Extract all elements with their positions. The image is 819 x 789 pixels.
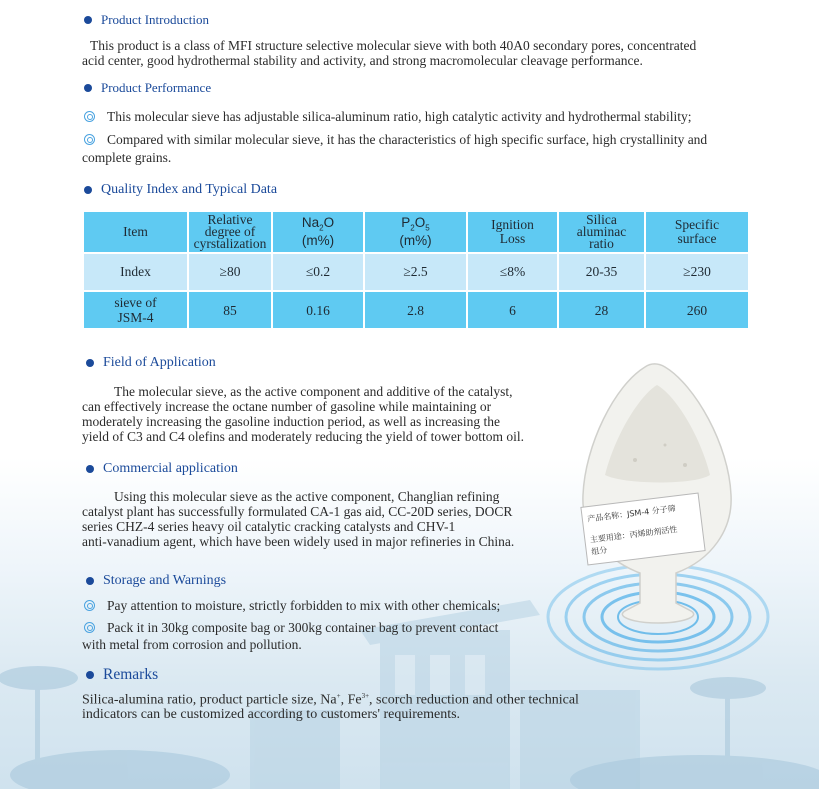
field-line2: can effectively increase the octane number of gasoline while maintaining or bbox=[82, 399, 492, 414]
cell-relative: 85 bbox=[188, 291, 272, 329]
field-line4: yield of C3 and C4 olefins and moderately reducing the yield of tower bottom oil. bbox=[82, 429, 525, 444]
bullet-icon bbox=[86, 465, 94, 473]
heading-text: Storage and Warnings bbox=[103, 573, 227, 588]
storage-item-1: Pay attention to moisture, strictly forbidden to mix with other chemicals; bbox=[84, 598, 500, 613]
intro-text-line1: This product is a class of MFI structure selective molecular sieve with both 40A0 secondary pores, concentrated bbox=[90, 38, 697, 53]
heading-text: Product Performance bbox=[101, 80, 212, 95]
circle-bullet-icon bbox=[84, 134, 95, 145]
table-row-index bbox=[83, 253, 749, 291]
table-row-jsm4 bbox=[83, 291, 749, 329]
section-heading-commercial bbox=[86, 461, 238, 477]
cell-p2o5: 2.8 bbox=[364, 291, 467, 329]
circle-bullet-icon bbox=[84, 111, 95, 122]
quality-table bbox=[82, 210, 750, 330]
header-item: Item bbox=[83, 211, 188, 253]
section-heading-introduction bbox=[84, 12, 209, 28]
heading-text: Commercial application bbox=[103, 461, 238, 476]
performance-item-1: This molecular sieve has adjustable silica-aluminum ratio, high catalytic activity and hydrothermal stability; bbox=[84, 109, 691, 124]
header-ignition: Ignition Loss bbox=[467, 211, 558, 253]
header-relative: Relative degree of cyrstalization bbox=[188, 211, 272, 253]
label-use-line2: 组分 bbox=[590, 545, 608, 557]
bullet-icon bbox=[86, 359, 94, 367]
bullet-icon bbox=[86, 671, 94, 679]
header-silica: Silica aluminac ratio bbox=[558, 211, 645, 253]
intro-text-line2: acid center, good hydrothermal stability and activity, and strong macromolecular cleavage performance. bbox=[82, 53, 643, 68]
field-line1: The molecular sieve, as the active component and additive of the catalyst, bbox=[114, 384, 513, 399]
table-header-row bbox=[83, 211, 749, 253]
section-heading-performance bbox=[84, 80, 211, 96]
label-name: 产品名称：JSM-4 分子筛 bbox=[586, 503, 677, 524]
bullet-icon bbox=[84, 16, 92, 24]
section-heading-storage bbox=[86, 573, 226, 589]
cell-ignition: ≤8% bbox=[467, 253, 558, 291]
heading-text: Remarks bbox=[103, 666, 159, 683]
bullet-icon bbox=[84, 84, 92, 92]
bullet-icon bbox=[84, 186, 92, 194]
cell-relative: ≥80 bbox=[188, 253, 272, 291]
commercial-line4: anti-vanadium agent, which have been widely used in major refineries in China. bbox=[82, 534, 515, 549]
cell-silica: 28 bbox=[558, 291, 645, 329]
section-heading-quality bbox=[84, 182, 277, 198]
commercial-line1: Using this molecular sieve as the active component, Changlian refining bbox=[114, 489, 500, 504]
performance-item-2-cont: complete grains. bbox=[82, 150, 172, 165]
remarks-line2: indicators can be customized according to customers' requirements. bbox=[82, 707, 461, 722]
header-na2o: $Na_2O$ (m%) bbox=[272, 211, 364, 253]
heading-text: Product Introduction bbox=[101, 12, 209, 27]
circle-bullet-icon bbox=[84, 600, 95, 611]
storage-item-2-cont: with metal from corrosion and pollution. bbox=[82, 637, 302, 652]
label-use-line1: 主要用途：丙烯助剂活性 bbox=[589, 524, 678, 545]
heading-text: Field of Application bbox=[103, 355, 216, 370]
cell-label: sieve of JSM-4 bbox=[83, 291, 188, 329]
cell-label: Index bbox=[83, 253, 188, 291]
commercial-line2: catalyst plant has successfully formulated CA-1 gas aid, CC-20D series, DOCR bbox=[82, 504, 513, 519]
section-heading-field bbox=[86, 355, 216, 371]
performance-item-2: Compared with similar molecular sieve, it has the characteristics of high specific surface, high crystallinity and bbox=[84, 132, 707, 147]
cell-na2o: ≤0.2 bbox=[272, 253, 364, 291]
section-heading-remarks bbox=[86, 666, 158, 684]
header-specific: Specific surface bbox=[645, 211, 749, 253]
remarks-line1: Silica-alumina ratio, product particle size, Na+, $Fe^{3+}$, scorch reduction and other technical bbox=[82, 692, 579, 708]
cell-specific: 260 bbox=[645, 291, 749, 329]
heading-text: Quality Index and Typical Data bbox=[101, 182, 278, 197]
cell-na2o: 0.16 bbox=[272, 291, 364, 329]
storage-item-2: Pack it in 30kg composite bag or 300kg container bag to prevent contact bbox=[84, 620, 498, 635]
bullet-icon bbox=[86, 577, 94, 585]
header-p2o5: $P_2O_5$ (m%) bbox=[364, 211, 467, 253]
cell-silica: 20-35 bbox=[558, 253, 645, 291]
circle-bullet-icon bbox=[84, 622, 95, 633]
cell-ignition: 6 bbox=[467, 291, 558, 329]
commercial-line3: series CHZ-4 series heavy oil catalytic cracking catalysts and CHV-1 bbox=[82, 519, 456, 534]
cell-p2o5: ≥2.5 bbox=[364, 253, 467, 291]
field-line3: moderately increasing the gasoline induction period, as well as increasing the bbox=[82, 414, 500, 429]
cell-specific: ≥230 bbox=[645, 253, 749, 291]
